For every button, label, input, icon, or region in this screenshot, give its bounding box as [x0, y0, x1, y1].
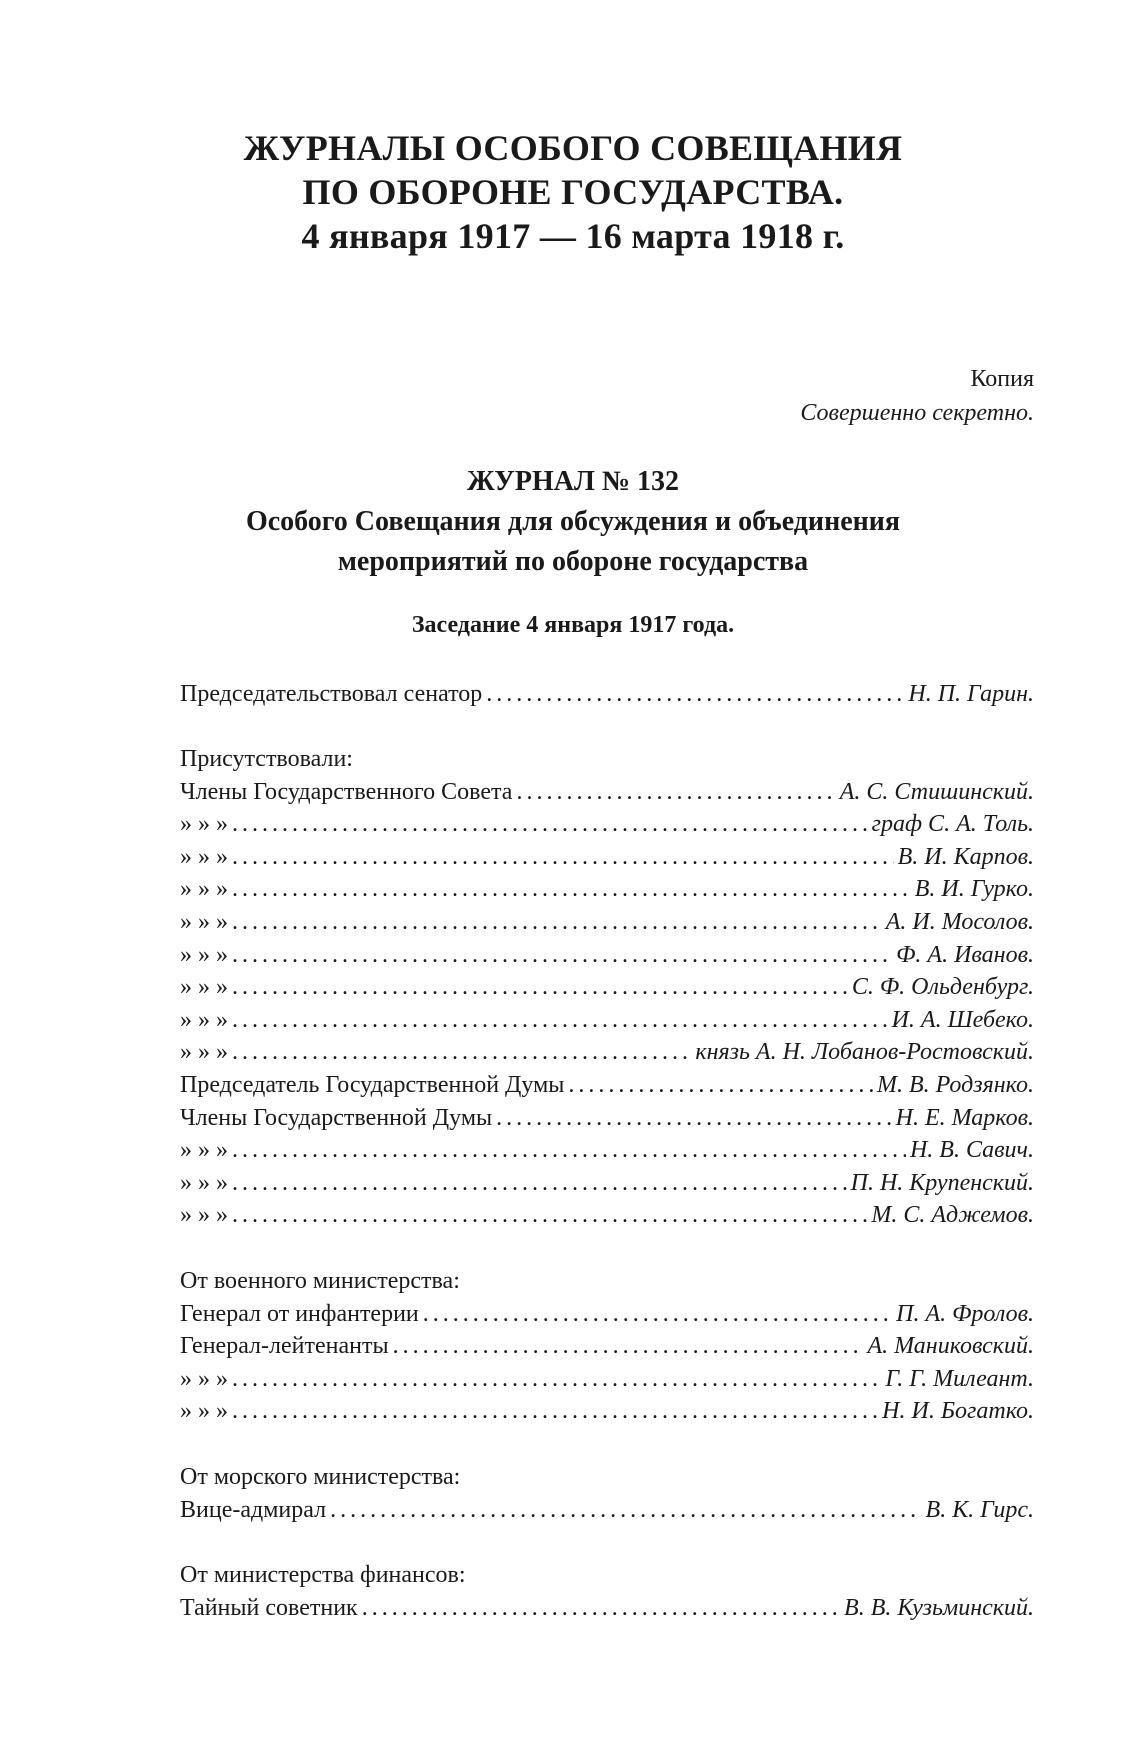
roster-row: [180, 776, 1034, 809]
finance-ministry-heading: [180, 1559, 1034, 1592]
roster-row-name: князь А. Н. Лобанов-Ростовский.: [695, 1039, 1034, 1066]
dot-leader: [232, 1004, 888, 1037]
roster-row-label: » » »: [180, 1039, 228, 1066]
journal-subtitle-1: Особого Совещания для обсуждения и объединения: [245, 506, 901, 537]
present-heading-label: Присутствовали:: [180, 746, 353, 772]
roster-row-label: Члены Государственной Думы: [180, 1104, 493, 1131]
present-section: [180, 743, 1034, 1232]
roster-row-name: П. Н. Крупенский.: [850, 1169, 1034, 1196]
roster-row-name: граф С. А. Толь.: [871, 811, 1034, 838]
roster-row-label: » » »: [180, 1365, 228, 1392]
roster-row-label: » » »: [180, 811, 228, 838]
roster-row-label: » » »: [180, 1006, 228, 1033]
roster-row: [180, 1004, 1034, 1037]
roster-row-label: » » »: [180, 843, 228, 870]
roster-row-label: » » »: [180, 1202, 228, 1229]
dot-leader: [496, 1102, 891, 1135]
roster-row-name: В. И. Карпов.: [897, 843, 1034, 870]
roster-row-name: М. С. Аджемов.: [871, 1202, 1034, 1229]
roster-row-label: » » »: [180, 1137, 228, 1164]
roster-row: [180, 939, 1034, 972]
book-title-line-1: ЖУРНАЛЫ ОСОБОГО СОВЕЩАНИЯ: [243, 128, 903, 168]
chair-section: [180, 678, 1034, 711]
roster-row-name: Г. Г. Милеант.: [885, 1365, 1034, 1392]
copy-label: Копия: [970, 366, 1034, 392]
dot-leader: [232, 1199, 867, 1232]
dot-leader: [232, 906, 882, 939]
journal-number: ЖУРНАЛ № 132: [467, 466, 679, 497]
navy-ministry-heading-label: От морского министерства:: [180, 1464, 461, 1490]
finance-ministry-heading-label: От министерства финансов:: [180, 1562, 466, 1588]
present-heading: [180, 743, 1034, 776]
dot-leader: [393, 1330, 864, 1363]
roster-row-label: » » »: [180, 908, 228, 935]
war-ministry-heading: [180, 1265, 1034, 1298]
dot-leader: [516, 776, 835, 809]
roster-row-name: Ф. А. Иванов.: [896, 941, 1034, 968]
roster-row: [180, 971, 1034, 1004]
navy-ministry-heading: [180, 1461, 1034, 1494]
roster-row: [180, 1102, 1034, 1135]
session-date: Заседание 4 января 1917 года.: [411, 612, 735, 638]
dot-leader: [232, 1167, 847, 1200]
secret-label: Совершенно секретно.: [800, 400, 1034, 426]
finance-ministry-section: [180, 1559, 1034, 1624]
war-ministry-heading-label: От военного министерства:: [180, 1268, 460, 1294]
roster-row: [180, 1298, 1034, 1331]
dot-leader: [232, 1363, 881, 1396]
roster-row: [180, 1069, 1034, 1102]
dot-leader: [232, 808, 868, 841]
roster-row-name: В. И. Гурко.: [914, 876, 1034, 903]
book-title-line-2: ПО ОБОРОНЕ ГОСУДАРСТВА.: [302, 172, 844, 212]
dot-leader: [568, 1069, 873, 1102]
roster-row-name: М. В. Родзянко.: [876, 1071, 1034, 1098]
roster-row-label: » » »: [180, 941, 228, 968]
roster-row-label: Вице-адмирал: [180, 1496, 327, 1523]
dot-leader: [232, 1036, 691, 1069]
roster-row-name: С. Ф. Ольденбург.: [851, 974, 1034, 1001]
dot-leader: [486, 678, 904, 711]
roster-row: [180, 1199, 1034, 1232]
roster-row-label: » » »: [180, 974, 228, 1001]
roster-row-label: » » »: [180, 1398, 228, 1425]
roster-row-name: В. В. Кузьминский.: [844, 1594, 1034, 1621]
roster-row: [180, 1395, 1034, 1428]
chair-row: [180, 678, 1034, 711]
roster-row-label: » » »: [180, 876, 228, 903]
war-ministry-section: [180, 1265, 1034, 1428]
journal-subtitle-2: мероприятий по обороне государства: [337, 546, 809, 577]
dot-leader: [232, 1395, 878, 1428]
roster-row: [180, 873, 1034, 906]
roster-row: [180, 808, 1034, 841]
book-title-line-3: 4 января 1917 — 16 марта 1918 г.: [301, 216, 845, 256]
copy-mark: [800, 362, 1034, 430]
roster-row-name: А. Маниковский.: [867, 1333, 1034, 1360]
navy-ministry-list: [180, 1494, 1034, 1527]
roster-row-name: Н. Е. Марков.: [895, 1104, 1034, 1131]
finance-ministry-list: [180, 1592, 1034, 1625]
roster-row: [180, 1363, 1034, 1396]
roster-row-name: В. К. Гирс.: [925, 1496, 1034, 1523]
roster-row-label: Тайный советник: [180, 1594, 358, 1621]
book-title: [0, 126, 1146, 258]
roster-row: [180, 1592, 1034, 1625]
chair-name: Н. П. Гарин.: [908, 681, 1034, 707]
roster-row-label: Председатель Государственной Думы: [180, 1071, 565, 1098]
war-ministry-list: [180, 1298, 1034, 1428]
dot-leader: [232, 1134, 906, 1167]
roster-row: [180, 906, 1034, 939]
dot-leader: [423, 1298, 892, 1331]
dot-leader: [232, 873, 911, 906]
dot-leader: [232, 971, 848, 1004]
dot-leader: [362, 1592, 840, 1625]
dot-leader: [232, 939, 892, 972]
journal-heading: [0, 462, 1146, 582]
roster-row-name: Н. В. Савич.: [909, 1137, 1034, 1164]
dot-leader: [330, 1494, 921, 1527]
roster-row-name: А. И. Мосолов.: [885, 908, 1034, 935]
chair-label: Председательствовал сенатор: [180, 681, 483, 707]
dot-leader: [232, 841, 894, 874]
roster-row: [180, 1330, 1034, 1363]
roster-row: [180, 1134, 1034, 1167]
present-list: [180, 776, 1034, 1232]
roster-row-label: Генерал от инфантерии: [180, 1300, 419, 1327]
roster-row-label: » » »: [180, 1169, 228, 1196]
roster-row: [180, 1167, 1034, 1200]
roster-row-name: Н. И. Богатко.: [882, 1398, 1034, 1425]
roster-row: [180, 841, 1034, 874]
roster-row: [180, 1036, 1034, 1069]
roster-row: [180, 1494, 1034, 1527]
roster-row-name: П. А. Фролов.: [896, 1300, 1034, 1327]
roster-row-name: И. А. Шебеко.: [891, 1006, 1034, 1033]
roster-row-label: Члены Государственного Совета: [180, 778, 513, 805]
roster-row-label: Генерал-лейтенанты: [180, 1333, 389, 1360]
navy-ministry-section: [180, 1461, 1034, 1526]
roster-row-name: А. С. Стишинский.: [839, 778, 1034, 805]
